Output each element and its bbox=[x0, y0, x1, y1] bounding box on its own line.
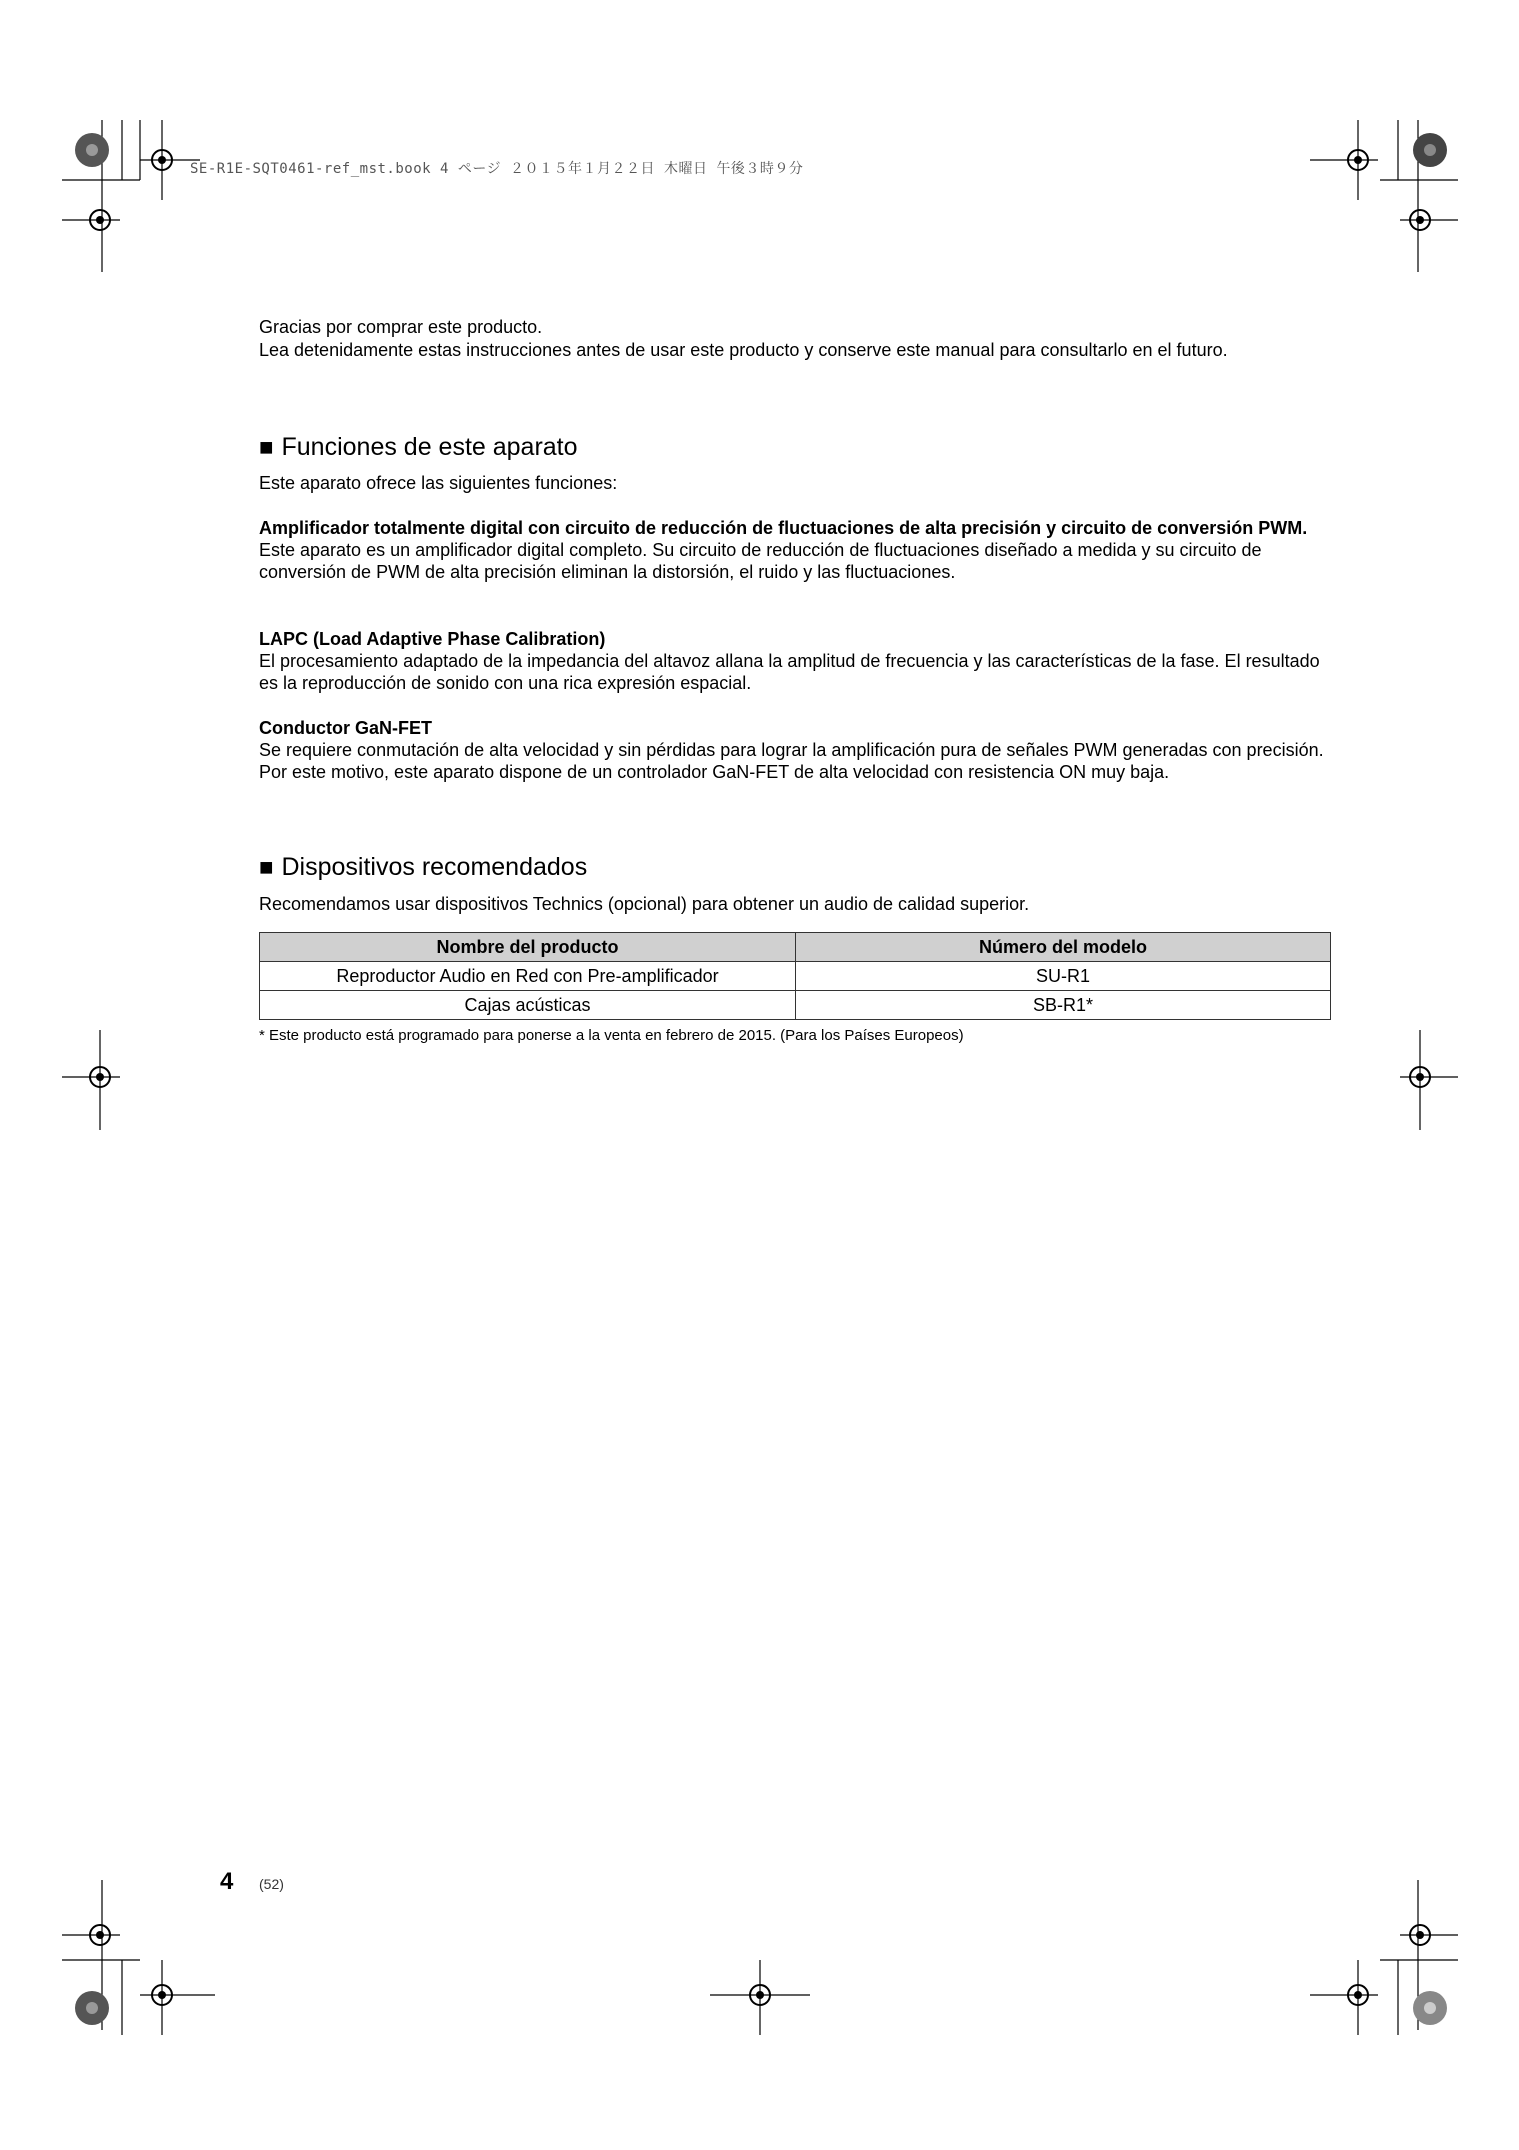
section-heading-funciones bbox=[259, 432, 578, 463]
section-title: Dispositivos recomendados bbox=[281, 853, 588, 881]
section-title: Funciones de este aparato bbox=[281, 433, 578, 461]
model-number-cell: SU-R1 bbox=[796, 962, 1331, 991]
model-number-cell: SB-R1* bbox=[796, 991, 1331, 1020]
page-number: 4 bbox=[220, 1868, 234, 1895]
intro bbox=[259, 316, 1228, 362]
square-bullet-icon: ■ bbox=[259, 854, 274, 881]
feature-body: Se requiere conmutación de alta velocidad y sin pérdidas para lograr la amplificación pura de señales PWM generadas con precisión. Por este motivo, este aparato dispone de un controlador GaN-FET de alta velocidad con resistencia ON muy baja. bbox=[259, 740, 1324, 782]
recommended-devices-table bbox=[259, 932, 1331, 1020]
feature-body: Este aparato es un amplificador digital completo. Su circuito de reducción de fluctuaciones diseñado a medida y su circuito de conversión de PWM de alta precisión eliminan la distorsión, el ruido y las fluctuaciones. bbox=[259, 540, 1262, 582]
footnote: * Este producto está programado para ponerse a la venta en febrero de 2015. (Para los Países Europeos) bbox=[259, 1027, 964, 1044]
section-lead: Recomendamos usar dispositivos Technics (opcional) para obtener un audio de calidad superior. bbox=[259, 894, 1030, 914]
print-header: SE-R1E-SQT0461-ref_mst.book 4 ページ ２０１５年１月２２日 木曜日 午後３時９分 bbox=[190, 161, 804, 177]
section-lead: Este aparato ofrece las siguientes funciones: bbox=[259, 473, 618, 493]
column-header: Número del modelo bbox=[796, 933, 1331, 962]
table-row bbox=[260, 962, 1331, 991]
feature-title: LAPC (Load Adaptive Phase Calibration) bbox=[259, 629, 606, 649]
feature-body: El procesamiento adaptado de la impedancia del altavoz allana la amplitud de frecuencia y las características de la fase. El resultado es la reproducción de sonido con una rica expresión espacial. bbox=[259, 651, 1320, 693]
square-bullet-icon: ■ bbox=[259, 434, 274, 461]
product-name-cell: Cajas acústicas bbox=[260, 991, 796, 1020]
product-name-cell: Reproductor Audio en Red con Pre-amplificador bbox=[260, 962, 796, 991]
table-row bbox=[260, 991, 1331, 1020]
feature-item bbox=[259, 517, 1332, 583]
intro-line-2: Lea detenidamente estas instrucciones antes de usar este producto y conserve este manual para consultarlo en el futuro. bbox=[259, 340, 1228, 360]
feature-item bbox=[259, 628, 1332, 694]
feature-title: Conductor GaN-FET bbox=[259, 718, 432, 738]
feature-title: Amplificador totalmente digital con circuito de reducción de fluctuaciones de alta precisión y circuito de conversión PWM. bbox=[259, 518, 1308, 538]
table-header-row bbox=[260, 933, 1331, 962]
feature-item bbox=[259, 717, 1332, 783]
column-header: Nombre del producto bbox=[260, 933, 796, 962]
page-subnumber: (52) bbox=[259, 1876, 284, 1892]
intro-line-1: Gracias por comprar este producto. bbox=[259, 317, 543, 337]
section-heading-dispositivos bbox=[259, 852, 587, 883]
